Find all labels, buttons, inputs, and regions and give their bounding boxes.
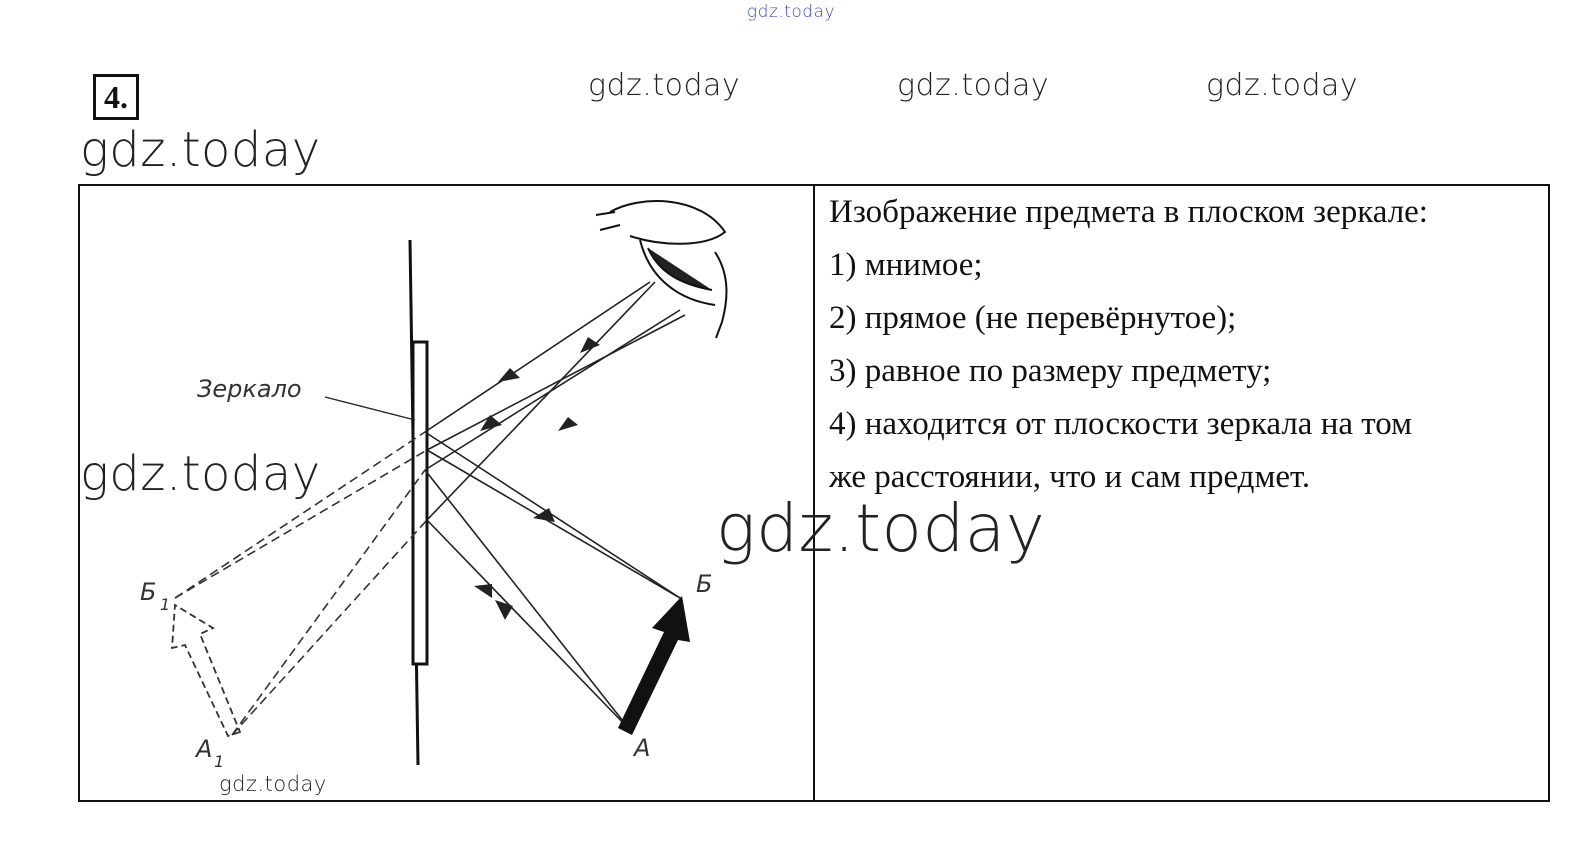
label-b: Б xyxy=(696,570,713,598)
label-b1: Б xyxy=(140,578,157,606)
answer-item-3: 3) равное по размеру предмету; xyxy=(829,353,1272,389)
watermark-left-1: gdz.today xyxy=(80,122,321,178)
real-rays xyxy=(425,282,685,730)
watermark-header-2: gdz.today xyxy=(897,68,1050,103)
answer-item-1: 1) мнимое; xyxy=(829,247,983,283)
label-a1: А xyxy=(196,735,213,763)
object-arrow xyxy=(618,596,690,735)
watermark-top: gdz.today xyxy=(746,2,836,22)
image-arrow xyxy=(172,605,240,736)
mirror-strip xyxy=(413,342,427,664)
task-number: 4. xyxy=(93,74,139,120)
label-a1-sub: 1 xyxy=(214,752,225,771)
watermark-left-2: gdz.today xyxy=(80,446,321,502)
label-a: А xyxy=(634,734,651,762)
mirror-label-pointer xyxy=(325,397,415,420)
mirror-label: Зеркало xyxy=(197,375,302,403)
answer-item-5: же расстоянии, что и сам предмет. xyxy=(829,459,1311,495)
watermark-center: gdz.today xyxy=(716,490,1046,567)
watermark-header-1: gdz.today xyxy=(588,68,741,103)
answer-text xyxy=(829,186,1544,504)
answer-item-2: 2) прямое (не перевёрнутое); xyxy=(829,300,1237,336)
watermark-header-3: gdz.today xyxy=(1206,68,1359,103)
answer-heading: Изображение предмета в плоском зеркале: xyxy=(829,194,1428,230)
label-b1-sub: 1 xyxy=(160,595,171,614)
eye-icon xyxy=(596,201,726,338)
answer-item-4: 4) находится от плоскости зеркала на том xyxy=(829,406,1412,442)
watermark-bottom: gdz.today xyxy=(219,772,327,796)
ray-arrowheads xyxy=(474,337,600,620)
